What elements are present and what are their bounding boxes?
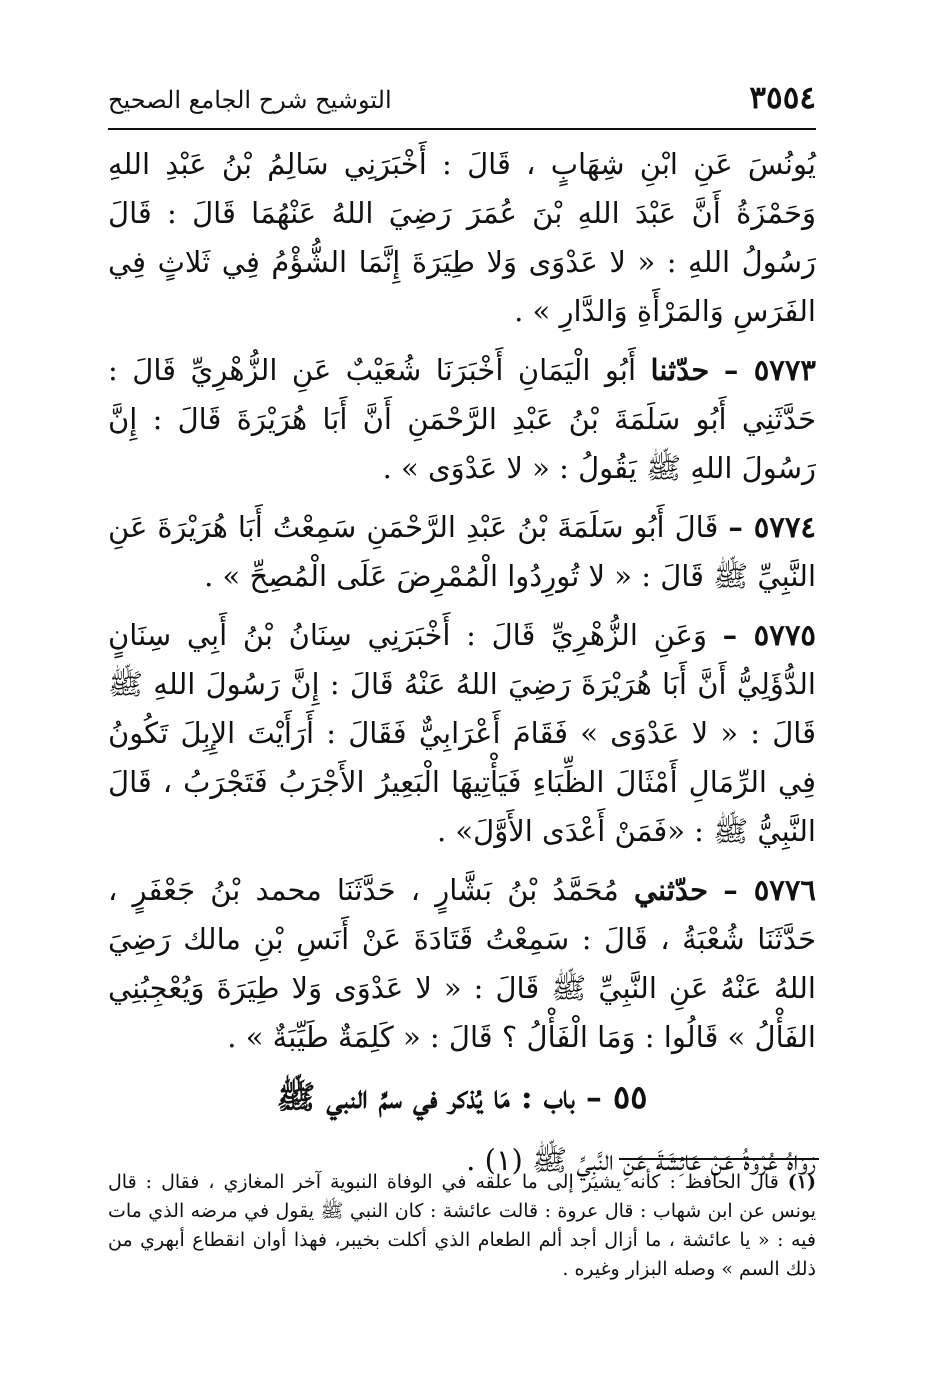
hadith-number: ٥٧٧٤ – xyxy=(728,510,817,544)
footnote-number: (١) xyxy=(787,1171,816,1193)
footnote xyxy=(108,1168,816,1284)
running-title: التوشيح شرح الجامع الصحيح xyxy=(108,86,392,114)
hadith-number: ٥٧٧٥ – xyxy=(722,618,816,652)
hadith-5773 xyxy=(108,346,816,493)
hadith-5775 xyxy=(108,611,816,856)
hadith-5776 xyxy=(108,866,816,1062)
hadith-text: يُونُسَ عَنِ ابْنِ شِهَابٍ ، قَالَ : أَخْبَرَنِي سَالِمُ بْنُ عَبْدِ اللهِ وَحَمْزَةُ أَنَّ عَبْدَ اللهِ بْنَ عُمَرَ رَضِيَ اللهُ عَنْهُمَا قَالَ : قَالَ رَسُولُ اللهِ : « لا عَدْوَى وَلا طِيَرَةَ إِنَّمَا الشُّؤْمُ فِي ثَلاثٍ فِي الفَرَسِ وَالمَرْأَةِ وَالدَّارِ » . xyxy=(108,147,816,328)
page-header xyxy=(108,80,816,130)
hadith-text: وَعَنِ الزُّهْرِيِّ قَالَ : أَخْبَرَنِي سِنَانُ بْنُ أَبِي سِنَانٍ الدُّؤَلِيُّ أَنَّ أَبَا هُرَيْرَةَ رَضِيَ اللهُ عَنْهُ قَالَ : إِنَّ رَسُولَ اللهِ ﷺ قَالَ : « لا عَدْوَى » فَقَامَ أَعْرَابِيٌّ فَقَالَ : أَرَأَيْتَ الإِبِلَ تَكُونُ فِي الرِّمَالِ أَمْثَالَ الظِّبَاءِ فَيَأْتِيهَا الْبَعِيرُ الأَجْرَبُ فَتَجْرَبُ ، قَالَ النَّبِيُّ ﷺ : «فَمَنْ أَعْدَى الأَوَّلَ» . xyxy=(108,618,816,848)
hadith-text: أَبُو الْيَمَانِ أَخْبَرَنَا شُعَيْبٌ عَنِ الزُّهْرِيِّ قَالَ : حَدَّثَنِي أَبُو سَلَمَةَ بْنُ عَبْدِ الرَّحْمَنِ أَنَّ أَبَا هُرَيْرَةَ قَالَ : إِنَّ رَسُولَ اللهِ ﷺ يَقُولُ : « لا عَدْوَى » . xyxy=(108,353,816,485)
footnotes xyxy=(108,1168,816,1284)
page-number: ٣٥٥٤ xyxy=(749,80,816,116)
hadith-text: مُحَمَّدُ بْنُ بَشَّارٍ ، حَدَّثَنَا محمد بْنُ جَعْفَرٍ ، حَدَّثَنَا شُعْبَةُ ، قَالَ : سَمِعْتُ قَتَادَةَ عَنْ أَنَسِ بْنِ مالك رَضِيَ اللهُ عَنْهُ عَنِ النَّبِيِّ ﷺ قَالَ : « لا عَدْوَى وَلا طِيَرَةَ وَيُعْجِبُنِي الفَأْلُ » قَالُوا : وَمَا الْفَأْلُ ؟ قَالَ : « كَلِمَةٌ طَيِّبَةٌ » . xyxy=(108,873,816,1054)
hadith-paragraph xyxy=(108,140,816,336)
hadith-5774 xyxy=(108,503,816,601)
hadith-text: قَالَ أَبُو سَلَمَةَ بْنُ عَبْدِ الرَّحْمَنِ سَمِعْتُ أَبَا هُرَيْرَةَ عَنِ النَّبِيِّ ﷺ قَالَ : « لا تُورِدُوا الْمُمْرِضَ عَلَى الْمُصِحِّ » . xyxy=(108,510,816,593)
footnote-text: قال الحافظ : كأنه يشير إلى ما علقه في الوفاة النبوية آخر المغازي ، فقال : قال يونس عن ابن شهاب : قال عروة : قالت عائشة : كان النبي ﷺ يقول في مرضه الذي مات فيه : « يا عائشة ، ما أزال أجد ألم الطعام الذي أكلت بخيبر، فهذا أوان انقطاع أبهري من ذلك السم » وصله البزار وغيره . xyxy=(108,1171,816,1280)
hadith-number: ٥٧٧٦ – xyxy=(723,873,817,907)
chapter-narration: رَوَاهُ عُرْوَةُ عَنْ عَائِشَةَ عَنِ النَّبِيِّ ﷺ xyxy=(532,1143,816,1177)
main-text xyxy=(108,140,816,1195)
footnote-divider xyxy=(619,1158,819,1160)
chapter-heading: ٥٥ – باب : مَا يُذكر في سمِّ النبي ﷺ xyxy=(276,1078,648,1116)
narration-word: حدّثني xyxy=(633,873,709,907)
narration-word: حدّثنا xyxy=(650,353,710,387)
footnote-reference[interactable]: (١) xyxy=(484,1143,523,1177)
hadith-number: ٥٧٧٣ – xyxy=(723,353,817,387)
chapter-tail: . xyxy=(466,1143,476,1177)
